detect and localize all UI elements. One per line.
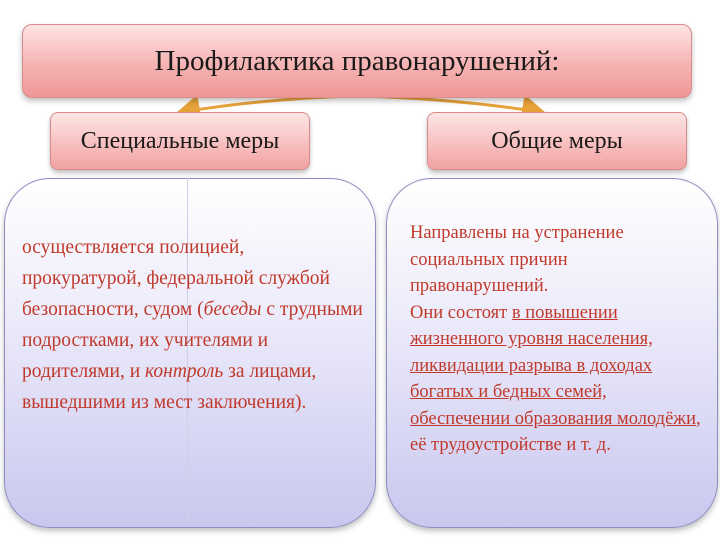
special-text-part: с трудными подростками, их учителями и родителями, и (22, 299, 363, 382)
general-measures-box: Общие меры (427, 112, 687, 170)
special-text-part: за лицами, вышедшими из мест заключения). (22, 361, 317, 413)
special-measures-text (22, 232, 367, 418)
special-text-part: осуществляется полицией, прокуратурой, федеральной службой безопасности, судом ( (22, 237, 330, 320)
special-text-italic-beseda: беседы (203, 299, 262, 320)
special-measures-box: Специальные меры (50, 112, 310, 170)
general-measures-text (410, 220, 710, 459)
arrow-right (356, 96, 540, 112)
arrow-left (182, 96, 356, 112)
diagram-title: Профилактика правонарушений: (22, 24, 692, 98)
general-text-underlined: в повышении жизненного уровня населения, ликвидации разрыва в доходах богатых и бедных семей, обеспечении образования молодёжи (410, 302, 696, 429)
general-text-part: , её трудоустройстве и т. д. (410, 408, 701, 455)
special-text-italic-kontrol: контроль (145, 361, 224, 382)
general-text-part: Направлены на устранение социальных причин правонарушений. (410, 223, 624, 296)
general-text-part: Они состоят (410, 302, 512, 323)
